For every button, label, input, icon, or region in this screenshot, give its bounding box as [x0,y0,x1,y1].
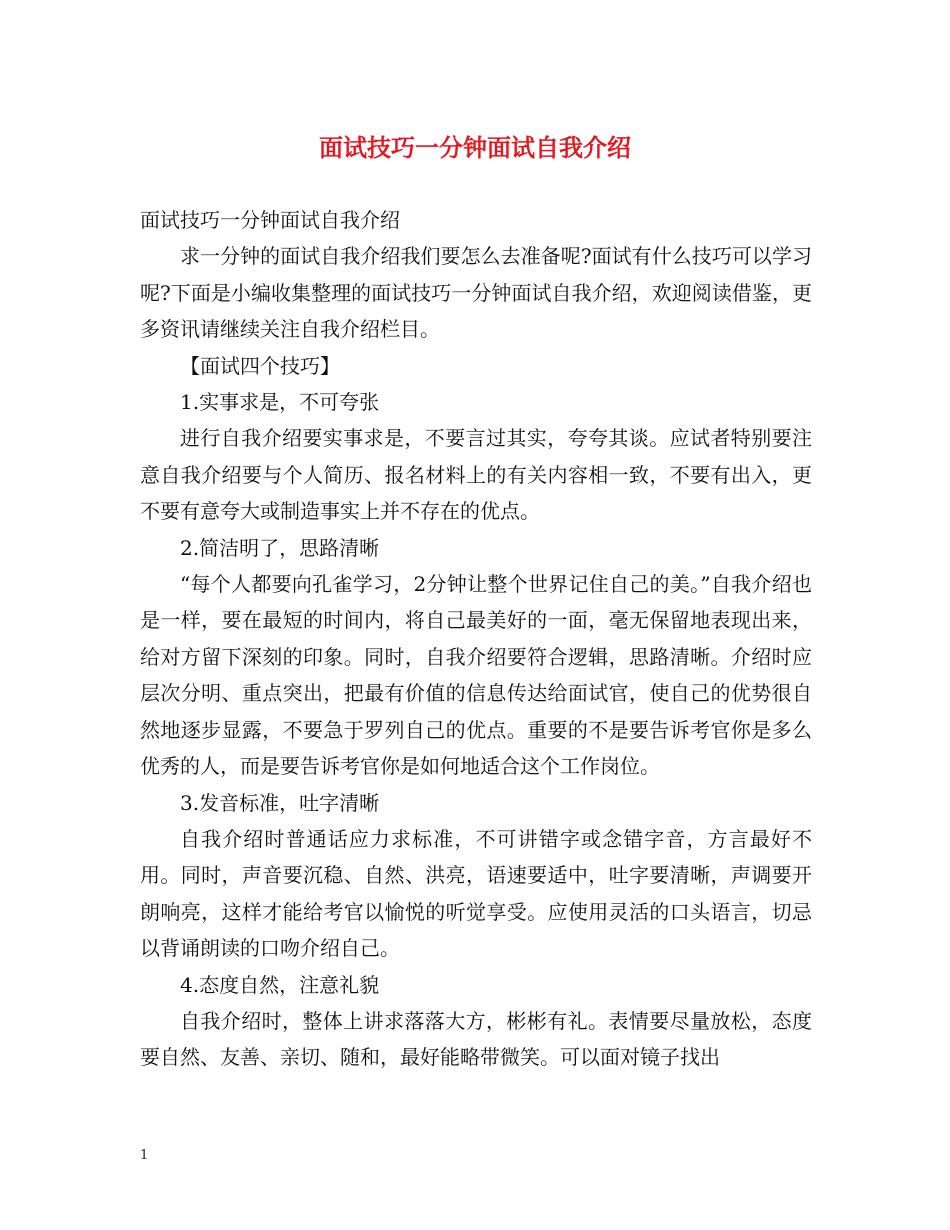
tip-heading: 4.态度自然，注意礼貌 [180,972,380,997]
paragraph: 自我介绍时普通话应力求标准，不可讲错字或念错字音，方言最好不用。同时，声音要沉稳、自然、洪亮，语速要适中，吐字要清晰，声调要开朗响亮，这样才能给考官以愉悦的听觉享受。应使用灵活的口头语言，切忌以背诵朗读的口吻介绍自己。 [140,826,812,961]
paragraph: “每个人都要向孔雀学习，2分钟让整个世界记住自己的美。”自我介绍也是一样，要在最短的时间内，将自己最美好的一面，毫无保留地表现出来，给对方留下深刻的印象。同时，自我介绍要符合逻辑，思路清晰。介绍时应层次分明、重点突出，把最有价值的信息传达给面试官，使自己的优势很自然地逐步显露，不要急于罗列自己的优点。重要的不是要告诉考官你是多么优秀的人，而是要告诉考官你是如何地适合这个工作岗位。 [140,572,812,779]
tip-heading: 3.发音标准，吐字清晰 [180,790,380,815]
paragraph: 自我介绍时，整体上讲求落落大方，彬彬有礼。表情要尽量放松，态度要自然、友善、亲切、随和，最好能略带微笑。可以面对镜子找出 [140,1008,812,1070]
paragraph: 进行自我介绍要实事求是，不要言过其实，夸夸其谈。应试者特别要注意自我介绍要与个人简历、报名材料上的有关内容相一致，不要有出入，更不要有意夸大或制造事实上并不存在的优点。 [140,426,812,524]
page-number: 1 [140,1148,149,1163]
tip-heading: 1.实事求是，不可夸张 [180,390,380,415]
section-heading: 【面试四个技巧】 [180,353,340,378]
tip-heading: 2.简洁明了，思路清晰 [180,535,380,560]
document-title: 面试技巧一分钟面试自我介绍 [319,133,631,162]
paragraph: 求一分钟的面试自我介绍我们要怎么去准备呢?面试有什么技巧可以学习呢?下面是小编收集整理的面试技巧一分钟面试自我介绍，欢迎阅读借鉴，更多资讯请继续关注自我介绍栏目。 [140,244,812,342]
paragraph: 面试技巧一分钟面试自我介绍 [140,208,400,232]
document-body [140,202,812,1076]
